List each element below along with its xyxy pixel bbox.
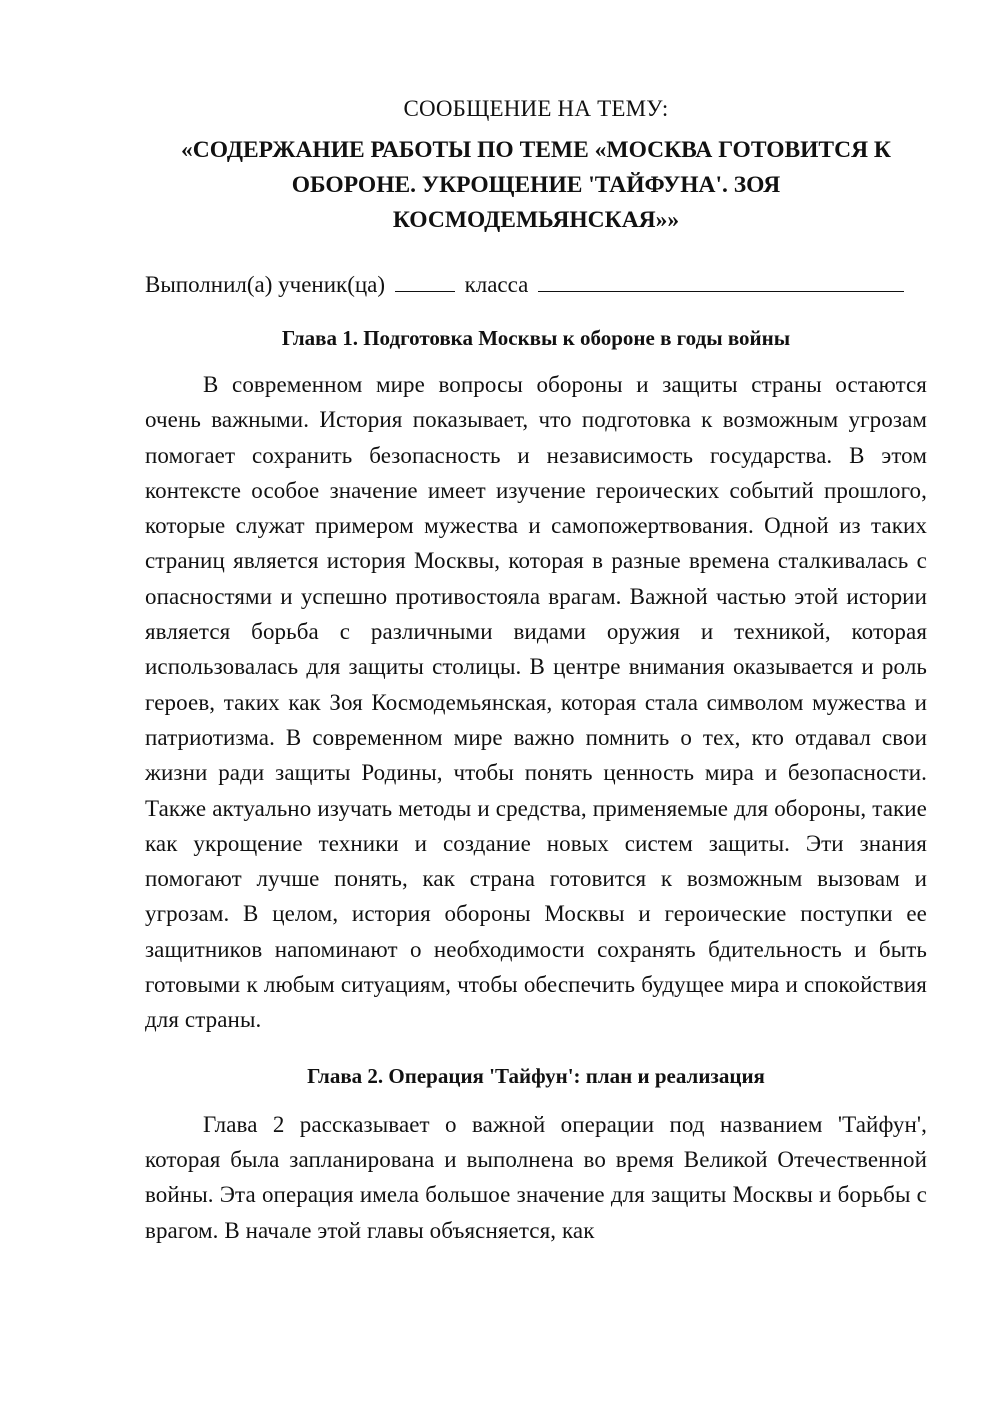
- author-line: [145, 269, 927, 301]
- document-heading: СООБЩЕНИЕ НА ТЕМУ:: [403, 96, 669, 121]
- student-label: Выполнил(а) ученик(ца): [145, 272, 386, 297]
- chapter-2-title: Глава 2. Операция 'Тайфун': план и реализация: [307, 1063, 765, 1088]
- chapter-2-paragraph: Глава 2 рассказывает о важной операции под названием 'Тайфун', которая была запланирована и выполнена во время Великой Отечественной войны. Эта операция имела большое значение для защиты Москвы и борьбы с врагом. В начале этой главы объясняется, как: [145, 1111, 927, 1243]
- document-title: «СОДЕРЖАНИЕ РАБОТЫ ПО ТЕМЕ «МОСКВА ГОТОВИТСЯ К ОБОРОНЕ. УКРОЩЕНИЕ 'ТАЙФУНА'. ЗОЯ КОСМОДЕМЬЯНСКАЯ»»: [181, 137, 891, 233]
- chapter-1-paragraph: В современном мире вопросы обороны и защиты страны остаются очень важными. История показывает, что подготовка к возможным угрозам помогает сохранить безопасность и независимость государства. В этом контексте особое значение имеет изучение героических событий прошлого, которые служат примером мужества и самопожертвования. Одной из таких страниц является история Москвы, которая в разные времена сталкивалась с опасностями и успешно противостояла врагам. Важной частью этой истории является борьба с различными видами оружия и техникой, которая использовалась для защиты столицы. В центре внимания оказывается и роль героев, таких как Зоя Космодемьянская, которая стала символом мужества и патриотизма. В современном мире важно помнить о тех, кто отдавал свои жизни ради защиты Родины, чтобы понять ценность мира и безопасности. Также актуально изучать методы и средства, применяемые для обороны, такие как укрощение техники и создание новых систем защиты. Эти знания помогают лучше понять, как страна готовится к возможным вызовам и угрозам. В целом, история обороны Москвы и героические поступки ее защитников напоминают о необходимости сохранять бдительность и быть готовыми к любым ситуациям, чтобы обеспечить будущее мира и спокойствия для страны.: [145, 372, 927, 1033]
- chapter-1-title: Глава 1. Подготовка Москвы к обороне в годы войны: [281, 326, 791, 350]
- class-label: класса: [464, 272, 529, 297]
- student-name-blank: [538, 271, 904, 292]
- class-number-blank: [395, 271, 455, 292]
